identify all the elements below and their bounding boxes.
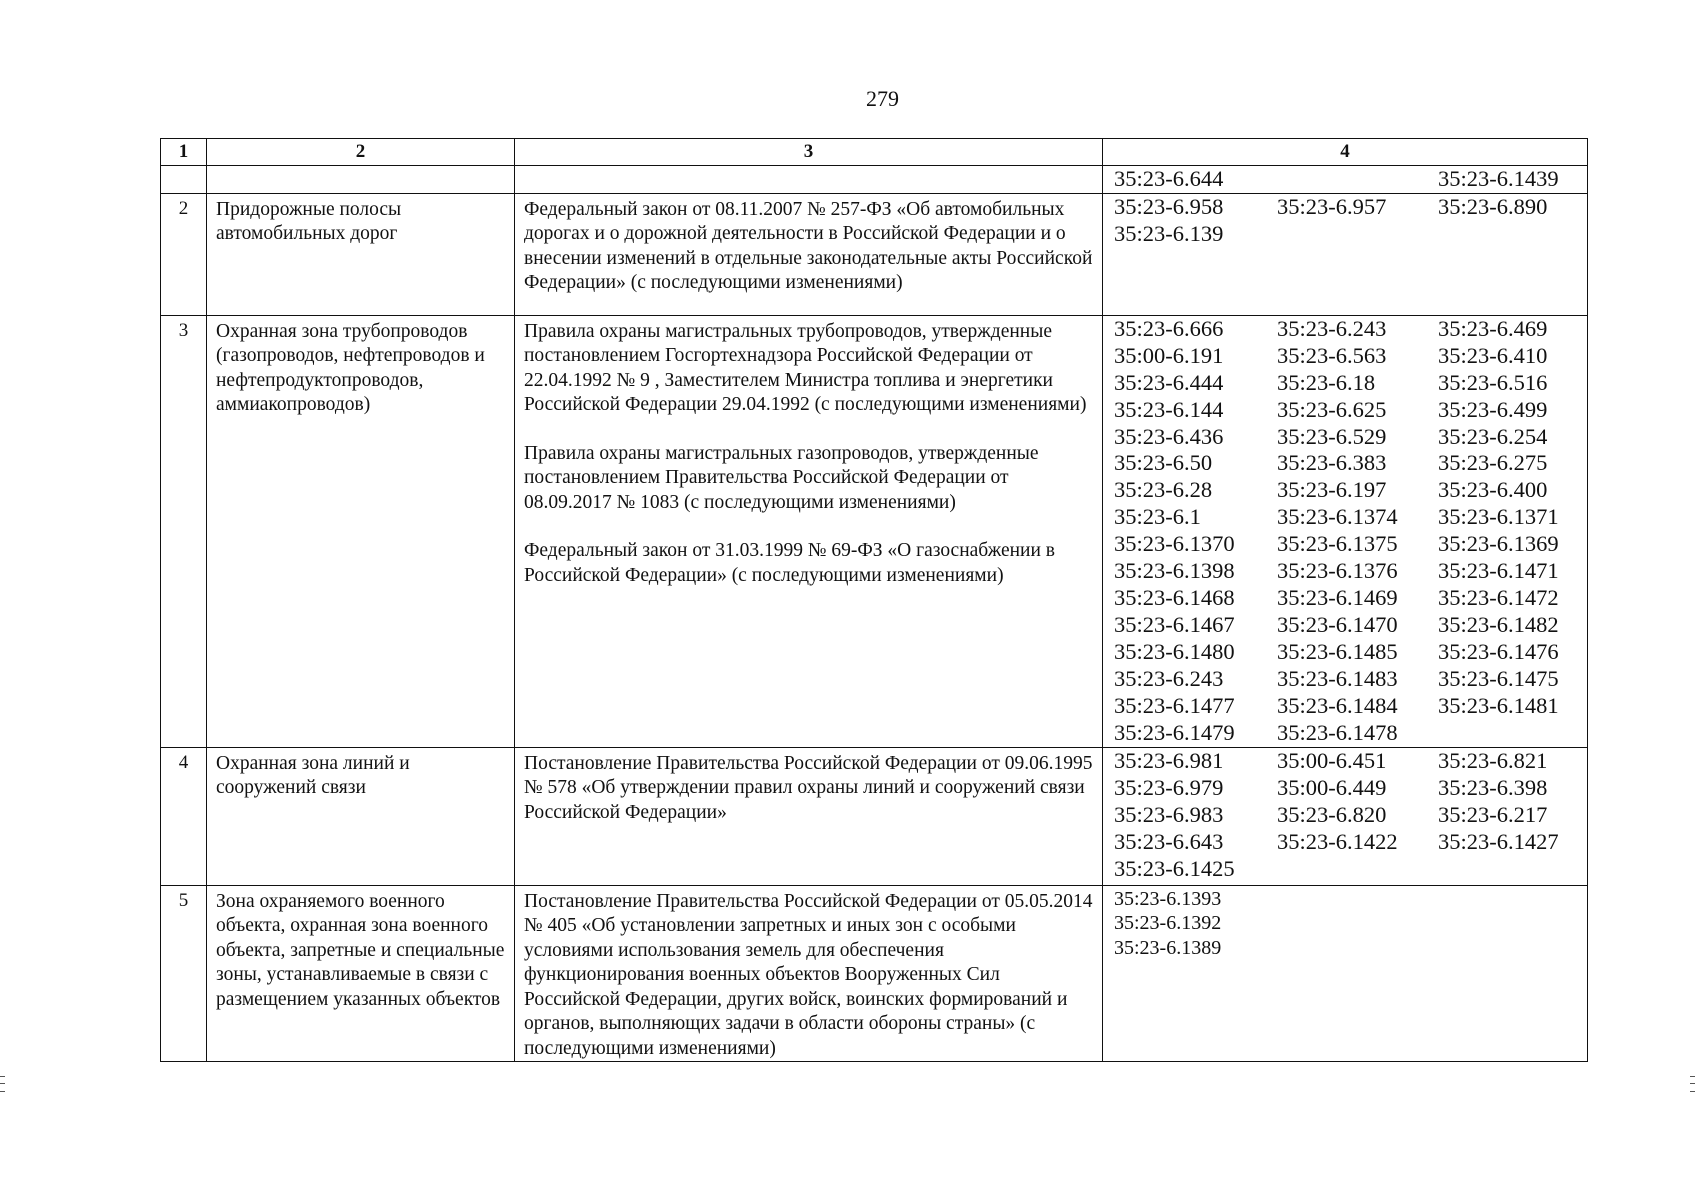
- row-number: 4: [161, 747, 207, 885]
- code-number: 35:23-6.529: [1277, 423, 1387, 449]
- cadastral-codes: [1103, 193, 1588, 315]
- code-number: 35:23-6.197: [1277, 477, 1387, 503]
- continuation-doc: [515, 166, 1103, 194]
- code-number: 35:23-6.1371: [1438, 504, 1559, 530]
- legal-basis: [515, 315, 1103, 747]
- row-number: 2: [161, 193, 207, 315]
- cadastral-codes: [1103, 885, 1588, 1062]
- legal-document: Правила охраны магистральных трубопроводов, утвержденные постановлением Госгортехнадзора Российской Федерации от 22.04.1992 № 9 , Заместителем Министра топлива и энергетики Российской Федерации 29.04.1992 (с последующими изменениями): [524, 320, 1087, 416]
- legal-document: Федеральный закон от 31.03.1999 № 69-ФЗ «О газоснабжении в Российской Федерации» (с последующими изменениями): [524, 540, 1055, 586]
- table-header-row: [161, 139, 1588, 166]
- code-number: 35:23-6.1425: [1114, 855, 1235, 881]
- legal-document: Правила охраны магистральных газопроводов, утвержденные постановлением Правительства Российской Федерации от 08.09.2017 № 1083 (с последующими изменениями): [524, 442, 1039, 513]
- legal-basis: [515, 885, 1103, 1062]
- code-number: 35:23-6.400: [1438, 477, 1548, 503]
- code-number: 35:23-6.217: [1438, 801, 1548, 827]
- code-number: 35:23-6.1369: [1438, 531, 1559, 557]
- legal-basis: [515, 193, 1103, 315]
- right-margin-mark: [1690, 1076, 1695, 1092]
- legal-document: Федеральный закон от 08.11.2007 № 257-ФЗ «Об автомобильных дорогах и о дорожной деятельности в Российской Федерации и о внесении изменений в отдельные законодательные акты Российской Федерации» (с последующими изменениями): [524, 198, 1093, 294]
- code-number: 35:00-6.451: [1277, 747, 1387, 773]
- code-number: 35:23-6.890: [1438, 193, 1548, 219]
- codes-grid: [1103, 748, 1587, 883]
- code-number: 35:23-6.1480: [1114, 638, 1235, 664]
- code-number: 35:23-6.1376: [1277, 558, 1398, 584]
- code-number: 35:23-6.383: [1277, 450, 1387, 476]
- code-number: 35:23-6.1471: [1438, 558, 1559, 584]
- code-number: 35:23-6.1484: [1277, 692, 1398, 718]
- code-number: [1277, 166, 1438, 193]
- code-number: 35:23-6.516: [1438, 369, 1548, 395]
- code-number: 35:23-6.18: [1277, 369, 1376, 395]
- continuation-codes: [1103, 166, 1588, 194]
- zone-name: Зона охраняемого военного объекта, охранная зона военного объекта, запретные и специальные зоны, устанавливаемые в связи с размещением указанных объектов: [207, 885, 515, 1062]
- header-col-1: 1: [161, 139, 207, 166]
- code-number: 35:23-6.1475: [1438, 665, 1559, 691]
- code-number: 35:23-6.1481: [1438, 692, 1559, 718]
- code-number: 35:23-6.469: [1438, 315, 1548, 341]
- code-number: 35:23-6.499: [1438, 396, 1548, 422]
- continuation-row: [161, 166, 1588, 194]
- code-number: 35:23-6.563: [1277, 342, 1387, 368]
- code-number: 35:00-6.191: [1114, 342, 1224, 368]
- table-row: [161, 193, 1588, 315]
- code-number: 35:23-6.983: [1114, 801, 1224, 827]
- legal-basis: [515, 747, 1103, 885]
- zone-name: Охранная зона линий и сооружений связи: [207, 747, 515, 885]
- code-number: 35:23-6.820: [1277, 801, 1387, 827]
- code-number: 35:23-6.1476: [1438, 638, 1559, 664]
- code-number: 35:23-6.666: [1114, 315, 1224, 341]
- code-number: 35:23-6.981: [1114, 747, 1224, 773]
- code-number: 35:23-6.275: [1438, 450, 1548, 476]
- legal-document: Постановление Правительства Российской Федерации от 09.06.1995 № 578 «Об утверждении правил охраны линий и сооружений связи Российской Федерации»: [524, 752, 1093, 823]
- code-number: 35:23-6.1479: [1114, 719, 1235, 745]
- code-number: 35:23-6.243: [1114, 665, 1224, 691]
- zone-name: Охранная зона трубопроводов (газопроводов, нефтепроводов и нефтепродуктопроводов, аммиакопроводов): [207, 315, 515, 747]
- code-number: 35:23-6.1389: [1114, 936, 1222, 959]
- table-row: [161, 747, 1588, 885]
- code-number: 35:23-6.1477: [1114, 692, 1235, 718]
- code-number: 35:23-6.139: [1114, 220, 1224, 246]
- continuation-name: [207, 166, 515, 194]
- code-number: 35:23-6.144: [1114, 396, 1224, 422]
- cadastral-codes: [1103, 315, 1588, 747]
- table-row: [161, 315, 1588, 747]
- code-number: 35:23-6.28: [1114, 477, 1213, 503]
- code-number: 35:23-6.1469: [1277, 584, 1398, 610]
- zone-name: Придорожные полосы автомобильных дорог: [207, 193, 515, 315]
- code-number: 35:23-6.50: [1114, 450, 1213, 476]
- code-number: 35:23-6.1472: [1438, 584, 1559, 610]
- code-number: 35:23-6.644: [1114, 166, 1224, 191]
- code-number: 35:23-6.1393: [1114, 887, 1222, 910]
- legal-document: Постановление Правительства Российской Федерации от 05.05.2014 № 405 «Об установлении запретных и иных зон с особыми условиями использования земель для обеспечения функционирования военных объектов Вооруженных Сил Российской Федерации, других войск, воинских формирований и органов, выполняющих задачи в области обороны страны» (с последующими изменениями): [524, 890, 1093, 1059]
- code-number: 35:23-6.1467: [1114, 611, 1235, 637]
- code-number: 35:23-6.1398: [1114, 558, 1235, 584]
- left-margin-mark: [0, 1076, 5, 1092]
- zones-table: [160, 138, 1588, 1062]
- code-number: 35:23-6.1392: [1114, 912, 1222, 935]
- row-number: 5: [161, 885, 207, 1062]
- table-row: [161, 885, 1588, 1062]
- code-number: 35:23-6.625: [1277, 396, 1387, 422]
- code-number: 35:23-6.243: [1277, 315, 1387, 341]
- row-number: 3: [161, 315, 207, 747]
- cadastral-codes: [1103, 747, 1588, 885]
- code-number: 35:23-6.1482: [1438, 611, 1559, 637]
- code-number: 35:23-6.410: [1438, 342, 1548, 368]
- code-number: 35:23-6.1468: [1114, 584, 1235, 610]
- code-number: 35:23-6.1422: [1277, 828, 1398, 854]
- code-number: 35:23-6.1483: [1277, 665, 1398, 691]
- code-number: 35:23-6.1478: [1277, 719, 1398, 745]
- code-number: 35:23-6.1370: [1114, 531, 1235, 557]
- codes-list: [1103, 886, 1587, 961]
- code-number: 35:23-6.436: [1114, 423, 1224, 449]
- code-number: 35:23-6.254: [1438, 423, 1548, 449]
- code-number: 35:23-6.1374: [1277, 504, 1398, 530]
- codes-grid: [1103, 316, 1587, 747]
- code-number: 35:00-6.449: [1277, 774, 1387, 800]
- code-number: 35:23-6.398: [1438, 774, 1548, 800]
- code-number: 35:23-6.958: [1114, 193, 1224, 219]
- code-number: 35:23-6.957: [1277, 193, 1387, 219]
- code-number: 35:23-6.444: [1114, 369, 1224, 395]
- code-number: 35:23-6.821: [1438, 747, 1548, 773]
- code-number: 35:23-6.1: [1114, 504, 1201, 530]
- code-number: 35:23-6.643: [1114, 828, 1224, 854]
- code-number: 35:23-6.1485: [1277, 638, 1398, 664]
- code-number: 35:23-6.1427: [1438, 828, 1559, 854]
- continuation-num: [161, 166, 207, 194]
- code-number: 35:23-6.1375: [1277, 531, 1398, 557]
- header-col-3: 3: [515, 139, 1103, 166]
- header-col-2: 2: [207, 139, 515, 166]
- header-col-4: 4: [1103, 139, 1588, 166]
- page-number: 279: [866, 86, 899, 111]
- code-number: 35:23-6.1470: [1277, 611, 1398, 637]
- code-number: 35:23-6.1439: [1438, 166, 1559, 191]
- code-number: 35:23-6.979: [1114, 774, 1224, 800]
